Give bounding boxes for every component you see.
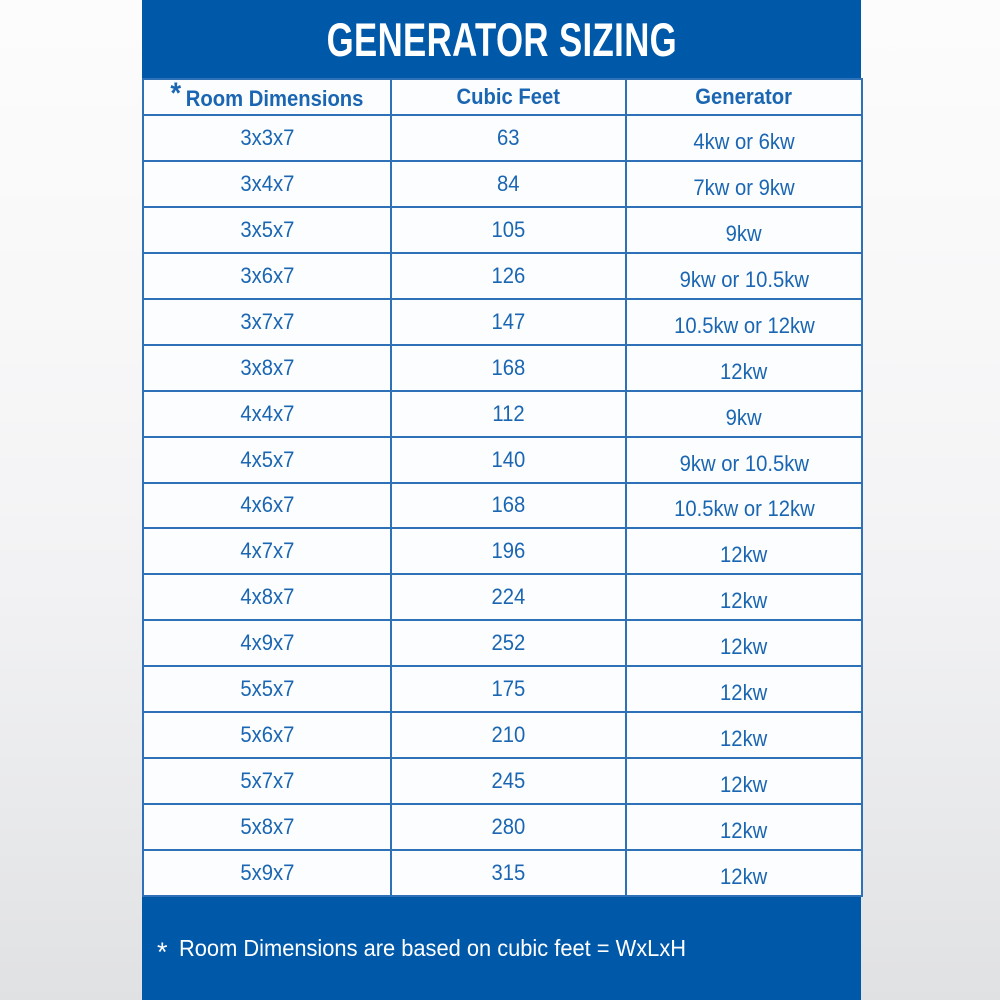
header-generator: [626, 79, 862, 115]
cell-room-dimensions: 5x9x7: [143, 850, 391, 896]
cell-cubic-feet: 126: [391, 253, 626, 299]
cell-room-dimensions: 5x6x7: [143, 712, 391, 758]
cell-generator: 10.5kw or 12kw: [626, 483, 862, 529]
table-row: [143, 574, 862, 620]
cell-cubic-feet: 210: [391, 712, 626, 758]
title-band: [142, 0, 861, 78]
cell-room-dimensions: 5x8x7: [143, 804, 391, 850]
cell-room-dimensions: 4x9x7: [143, 620, 391, 666]
table-row: [143, 620, 862, 666]
asterisk-mark: *: [170, 77, 182, 110]
cell-cubic-feet: 245: [391, 758, 626, 804]
cell-room-dimensions: 4x7x7: [143, 528, 391, 574]
asterisk-mark: *: [157, 937, 168, 967]
cell-cubic-feet: 84: [391, 161, 626, 207]
cell-room-dimensions: 4x4x7: [143, 391, 391, 437]
header-room-dimensions-label: Room Dimensions: [185, 86, 364, 111]
table-row: [143, 345, 862, 391]
cell-generator: 12kw: [626, 712, 862, 758]
cell-generator: 9kw: [626, 207, 862, 253]
cell-room-dimensions: 3x4x7: [143, 161, 391, 207]
table-row: [143, 391, 862, 437]
table-row: [143, 666, 862, 712]
table-row: [143, 528, 862, 574]
header-cubic-feet-label: Cubic Feet: [456, 84, 561, 109]
cell-generator: 12kw: [626, 850, 862, 896]
cell-generator: 12kw: [626, 620, 862, 666]
table-row: [143, 437, 862, 483]
cell-cubic-feet: 252: [391, 620, 626, 666]
cell-generator: 12kw: [626, 528, 862, 574]
table-row: [143, 299, 862, 345]
cell-generator: 12kw: [626, 804, 862, 850]
cell-cubic-feet: 63: [391, 115, 626, 161]
cell-cubic-feet: 112: [391, 391, 626, 437]
page-title: GENERATOR SIZING: [326, 12, 677, 66]
cell-room-dimensions: 3x6x7: [143, 253, 391, 299]
cell-room-dimensions: 3x5x7: [143, 207, 391, 253]
cell-cubic-feet: 315: [391, 850, 626, 896]
cell-room-dimensions: 5x5x7: [143, 666, 391, 712]
header-generator-label: Generator: [695, 84, 793, 109]
table-row: [143, 712, 862, 758]
cell-room-dimensions: 3x3x7: [143, 115, 391, 161]
cell-room-dimensions: 4x6x7: [143, 483, 391, 529]
cell-cubic-feet: 140: [391, 437, 626, 483]
cell-generator: 7kw or 9kw: [626, 161, 862, 207]
cell-generator: 4kw or 6kw: [626, 115, 862, 161]
cell-generator: 12kw: [626, 345, 862, 391]
table-row: [143, 253, 862, 299]
footer-note: [142, 897, 861, 1000]
footer-note-text: Room Dimensions are based on cubic feet = WxLxH: [178, 935, 686, 961]
cell-cubic-feet: 175: [391, 666, 626, 712]
table-body: [143, 115, 862, 896]
cell-cubic-feet: 196: [391, 528, 626, 574]
table-header-row: [143, 79, 862, 115]
cell-room-dimensions: 4x8x7: [143, 574, 391, 620]
cell-generator: 9kw or 10.5kw: [626, 253, 862, 299]
cell-generator: 12kw: [626, 758, 862, 804]
cell-cubic-feet: 105: [391, 207, 626, 253]
table-row: [143, 804, 862, 850]
header-cubic-feet: [391, 79, 626, 115]
cell-room-dimensions: 3x8x7: [143, 345, 391, 391]
cell-room-dimensions: 5x7x7: [143, 758, 391, 804]
cell-cubic-feet: 280: [391, 804, 626, 850]
generator-sizing-panel: [142, 0, 861, 1000]
header-room-dimensions: [143, 79, 391, 115]
generator-sizing-table: [142, 78, 863, 897]
cell-cubic-feet: 224: [391, 574, 626, 620]
cell-cubic-feet: 168: [391, 483, 626, 529]
cell-generator: 9kw or 10.5kw: [626, 437, 862, 483]
table-row: [143, 850, 862, 896]
cell-generator: 10.5kw or 12kw: [626, 299, 862, 345]
table-row: [143, 115, 862, 161]
cell-generator: 12kw: [626, 666, 862, 712]
cell-generator: 9kw: [626, 391, 862, 437]
table-row: [143, 161, 862, 207]
cell-room-dimensions: 4x5x7: [143, 437, 391, 483]
cell-cubic-feet: 147: [391, 299, 626, 345]
table-row: [143, 207, 862, 253]
cell-room-dimensions: 3x7x7: [143, 299, 391, 345]
table-row: [143, 483, 862, 529]
table-row: [143, 758, 862, 804]
cell-generator: 12kw: [626, 574, 862, 620]
cell-cubic-feet: 168: [391, 345, 626, 391]
